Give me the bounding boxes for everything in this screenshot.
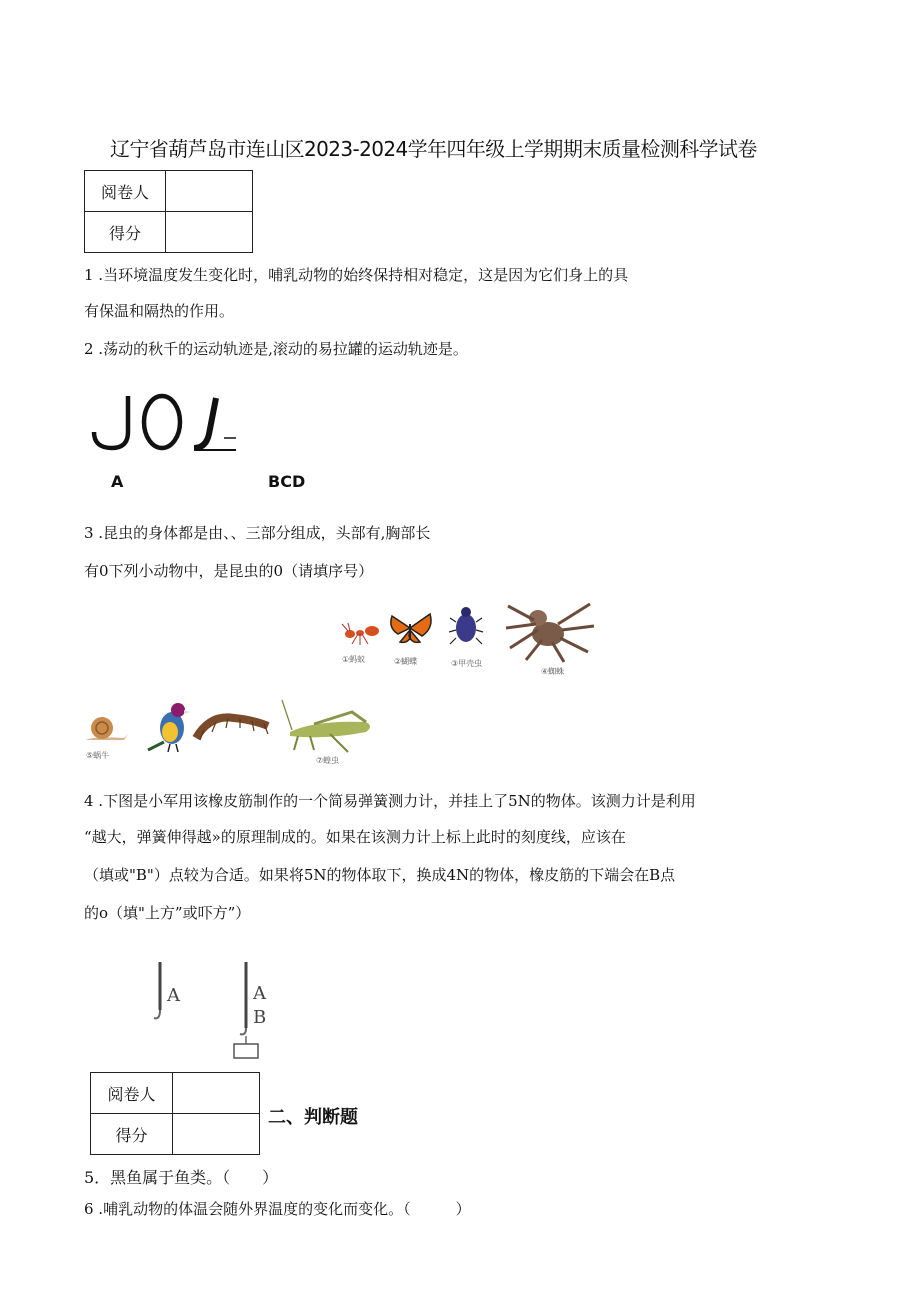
caption-butterfly: ②蝴蝶 [394,657,418,666]
score-box [84,170,253,253]
question-4-line-4: 的o（填"上方”或吓方”） [84,904,251,922]
caption-ant: ①蚂蚁 [342,655,366,664]
caption-spider: ④蜘蛛 [541,667,565,676]
question-5-text: 5．黑鱼属于鱼类。（ ） [84,1168,279,1187]
question-4-line-1: 4 .下图是小军用该橡皮筋制作的一个简易弹簧测力计，并挂上了5N的物体。该测力计是利用 [84,792,696,810]
score-cell[interactable] [166,212,253,253]
label-a: A [111,472,124,491]
snail-icon [86,717,128,740]
caption-beetle: ③甲壳虫 [451,659,483,668]
label-bcd: BCD [268,472,306,491]
caption-snail: ⑤蜗牛 [86,751,110,760]
point-b: B [253,1007,267,1028]
centipede-icon [196,717,268,740]
butterfly-icon [391,614,431,642]
question-1-line-2: 有保温和隔热的作用。 [84,302,235,320]
reviewer-label: 阅卷人 [85,171,166,212]
question-4-line-3: （填或"B"）点较为合适。如果将5N的物体取下，换成4N的物体，橡皮筋的下端会在B点 [84,866,676,884]
question-4-line-2: “越大，弹簧伸得越»的原理制成的。如果在该测力计上标上此时的刻度线，应该在 [84,828,626,846]
score-box-2 [90,1072,260,1155]
point-a-left: A [167,985,180,1006]
shape-j-italic [194,398,216,448]
reviewer-cell[interactable] [166,171,253,212]
shape-o [144,396,180,448]
score-label-2: 得分 [91,1114,173,1155]
point-a-right: A [253,983,266,1004]
score-cell-2[interactable] [173,1114,260,1155]
question-6-text: 6 .哺乳动物的体温会随外界温度的变化而变化。（ ） [84,1200,471,1218]
bird-icon [148,703,190,752]
reviewer-label-2: 阅卷人 [91,1073,173,1114]
trajectory-shapes [88,388,248,458]
shape-j-left [94,396,128,448]
ant-icon [342,623,379,645]
score-label: 得分 [85,212,166,253]
question-3-line-1: 3 .昆虫的身体都是由、、三部分组成，头部有,胸部长 [84,524,431,542]
question-3-line-2: 有0下列小动物中，是昆虫的0（请填序号） [84,562,374,580]
reviewer-cell-2[interactable] [173,1073,260,1114]
section-heading: 二、判断题 [268,1107,358,1128]
scale-empty [154,962,160,1018]
spider-icon [506,604,594,662]
animals-row-2 [84,694,384,764]
caption-grasshopper: ⑦蝗虫 [316,756,340,765]
grasshopper-icon [282,700,370,752]
page-title: 辽宁省葫芦岛市连山区2023-2024学年四年级上学期期末质量检测科学试卷 [110,137,757,161]
beetle-icon [449,607,483,644]
question-2-text: 2 .荡动的秋千的运动轨迹是,滚动的易拉罐的运动轨迹是。 [84,340,468,358]
question-1-line-1: 1 .当环境温度发生变化时，哺乳动物的始终保持相对稳定，这是因为它们身上的具 [84,266,629,284]
